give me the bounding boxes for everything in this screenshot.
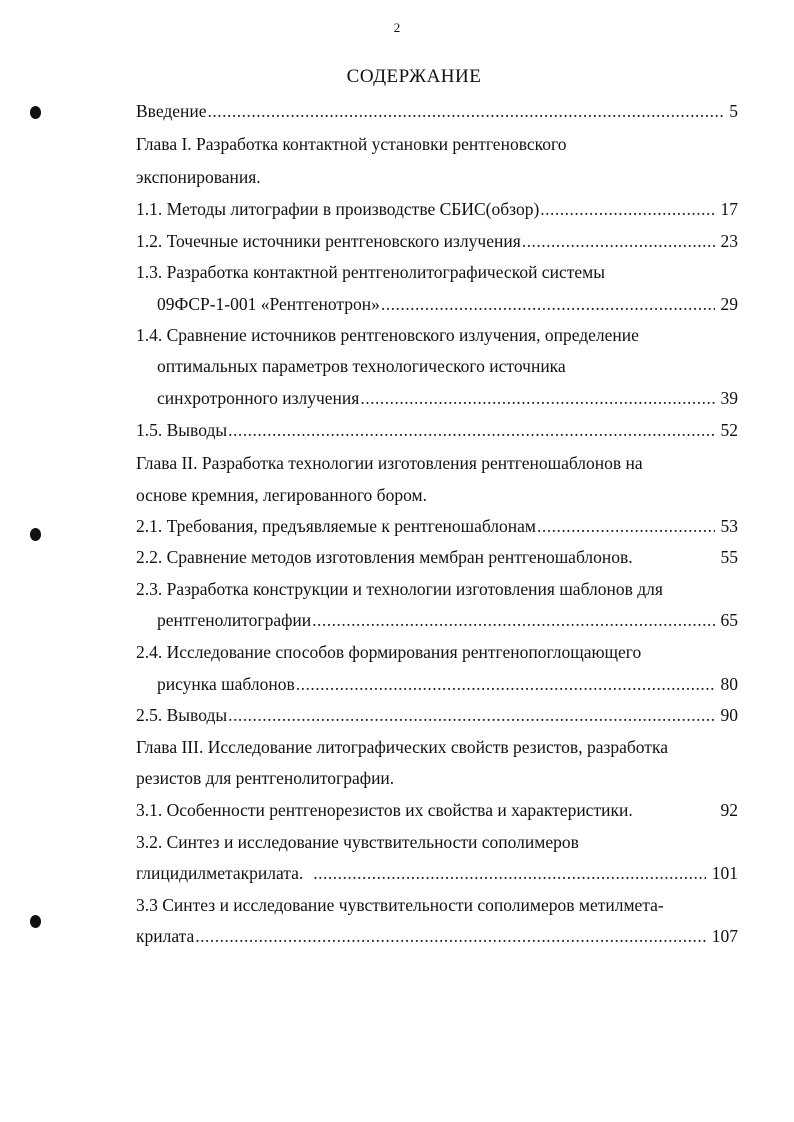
toc-entry-text: глицидилметакрилата. [136,863,304,883]
toc-entry-text: 2.2. Сравнение методов изготовления мембран рентгеношаблонов. [136,547,633,567]
toc-page-number: 55 [720,547,738,567]
toc-entry-text: 1.5. Выводы [136,420,228,440]
toc-page-number: 90 [720,705,738,725]
toc-entry-text: 09ФСР-1-001 «Рентгенотрон» [157,294,380,314]
dot-leader [381,289,715,319]
toc-page-number: 29 [720,294,738,314]
toc-page-number: 5 [729,101,738,121]
toc-entry-2-3[interactable]: 2.3. Разработка конструкции и технологии изготовления шаблонов для [136,579,663,599]
binder-hole-mark [30,528,41,541]
binder-hole-mark [30,915,41,928]
toc-page-number: 17 [720,199,738,219]
toc-page-number: 53 [720,516,738,536]
dot-leader [313,858,705,888]
toc-entry-text: 3.1. Особенности рентгенорезистов их свойства и характеристики. [136,800,633,820]
toc-page-number: 52 [720,420,738,440]
dot-leader [312,605,714,635]
toc-entry-2-3-cont[interactable] [157,605,738,635]
dot-leader [360,383,714,413]
dot-leader [195,921,705,951]
toc-entry-text: 2.1. Требования, предъявляемые к рентгеношаблонам [136,516,536,536]
toc-entry-1-4-end[interactable] [157,383,738,413]
toc-chapter-1-cont: экспонирования. [136,167,261,187]
toc-entry-text: 1.1. Методы литографии в производстве СБИС(обзор) [136,199,540,219]
toc-entry-1-3[interactable]: 1.3. Разработка контактной рентгенолитографической системы [136,262,605,282]
toc-entry-1-5[interactable] [136,415,738,445]
toc-entry-1-2[interactable] [136,226,738,256]
dot-leader [537,511,715,541]
toc-chapter-3-cont: резистов для рентгенолитографии. [136,768,395,788]
toc-entry-2-1[interactable] [136,511,738,541]
dot-leader [522,226,715,256]
toc-entry-3-3-cont[interactable] [136,921,738,951]
toc-entry-1-1[interactable] [136,194,738,224]
dot-leader [228,700,714,730]
toc-page-number: 39 [720,388,738,408]
toc-chapter-3[interactable]: Глава III. Исследование литографических свойств резистов, разработка [136,737,668,757]
dot-leader [540,194,714,224]
toc-chapter-2-cont: основе кремния, легированного бором. [136,485,427,505]
toc-page-number: 65 [720,610,738,630]
binder-hole-mark [30,106,41,119]
toc-entry-2-5[interactable] [136,700,738,730]
toc-entry-1-3-cont[interactable] [157,289,738,319]
toc-entry-1-4[interactable]: 1.4. Сравнение источников рентгеновского излучения, определение [136,325,639,345]
toc-entry-2-4[interactable]: 2.4. Исследование способов формирования рентгенопоглощающего [136,642,642,662]
dot-leader [228,415,714,445]
toc-page-number: 107 [711,926,738,946]
toc-entry-2-2[interactable] [136,542,738,572]
toc-entry-text: 1.2. Точечные источники рентгеновского излучения [136,231,521,251]
toc-entry-text: рентгенолитографии [157,610,312,630]
page-number: 2 [393,20,401,35]
toc-entry-text: Введение [136,101,207,121]
toc-chapter-2[interactable]: Глава II. Разработка технологии изготовления рентгеношаблонов на [136,453,643,473]
toc-page-number: 101 [711,863,738,883]
toc-entry-3-2[interactable]: 3.2. Синтез и исследование чувствительности сополимеров [136,832,579,852]
toc-entry-text: синхротронного излучения [157,388,360,408]
toc-entry-1-4-cont: оптимальных параметров технологического источника [157,356,566,376]
toc-entry-3-3[interactable]: 3.3 Синтез и исследование чувствительности сополимеров метилмета- [136,895,664,915]
toc-entry-text: 2.5. Выводы [136,705,228,725]
toc-entry-3-2-cont[interactable] [136,858,738,888]
toc-entry-text: рисунка шаблонов [157,674,295,694]
toc-entry-intro[interactable] [136,96,738,126]
toc-entry-3-1[interactable] [136,795,738,825]
dot-leader [208,96,724,126]
page-title: СОДЕРЖАНИЕ [346,66,482,87]
toc-page-number: 80 [720,674,738,694]
dot-leader [296,669,715,699]
toc-entry-2-4-cont[interactable] [157,669,738,699]
toc-page-number: 23 [720,231,738,251]
toc-page-number: 92 [720,800,738,820]
toc-entry-text: крилата [136,926,195,946]
toc-chapter-1[interactable]: Глава I. Разработка контактной установки рентгеновского [136,134,567,154]
